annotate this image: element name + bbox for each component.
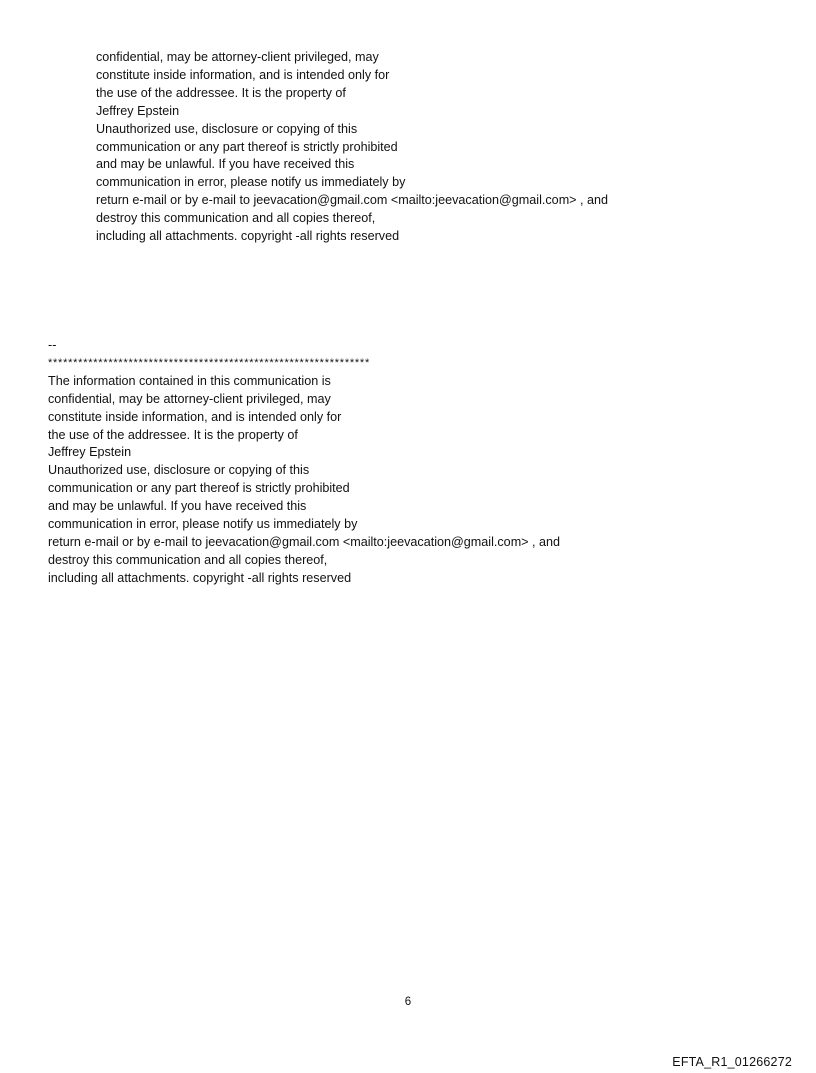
signature-line: return e-mail or by e-mail to jeevacation@gmail.com <mailto:jeevacation@gmail.com> , and (48, 534, 561, 549)
disclaimer-line: communication or any part thereof is strictly prohibited (96, 139, 398, 154)
disclaimer-line: communication in error, please notify us immediately by (96, 175, 406, 190)
signature-line: the use of the addressee. It is the property of (48, 427, 298, 442)
page-number: 6 (404, 996, 412, 1008)
asterisk-divider: **************************************************************** (48, 356, 370, 369)
bates-number: EFTA_R1_01266272 (672, 1055, 792, 1069)
signature-line: Jeffrey Epstein (48, 445, 132, 460)
signature-line: communication in error, please notify us immediately by (48, 517, 358, 532)
disclaimer-line: Jeffrey Epstein (96, 103, 180, 118)
signature-line: The information contained in this communication is (48, 373, 331, 388)
signature-line: Unauthorized use, disclosure or copying of this (48, 463, 310, 478)
signature-line: constitute inside information, and is intended only for (48, 409, 342, 424)
disclaimer-line: return e-mail or by e-mail to jeevacation@gmail.com <mailto:jeevacation@gmail.com> , and (96, 193, 609, 208)
disclaimer-line: destroy this communication and all copies thereof, (96, 211, 376, 226)
disclaimer-line: the use of the addressee. It is the property of (96, 85, 346, 100)
quoted-disclaimer (96, 49, 608, 246)
disclaimer-line: Unauthorized use, disclosure or copying of this (96, 121, 358, 136)
signature-block (48, 337, 560, 588)
signature-line: confidential, may be attorney-client privileged, may (48, 391, 331, 406)
signature-line: including all attachments. copyright -all rights reserved (48, 570, 352, 585)
disclaimer-line: including all attachments. copyright -all rights reserved (96, 229, 400, 244)
signature-line: destroy this communication and all copies thereof, (48, 552, 328, 567)
signature-line: communication or any part thereof is strictly prohibited (48, 481, 350, 496)
signature-separator: -- (48, 338, 57, 352)
signature-line: and may be unlawful. If you have received this (48, 499, 307, 514)
disclaimer-line: confidential, may be attorney-client privileged, may (96, 50, 379, 64)
disclaimer-line: constitute inside information, and is intended only for (96, 67, 390, 82)
disclaimer-line: and may be unlawful. If you have received this (96, 157, 355, 172)
